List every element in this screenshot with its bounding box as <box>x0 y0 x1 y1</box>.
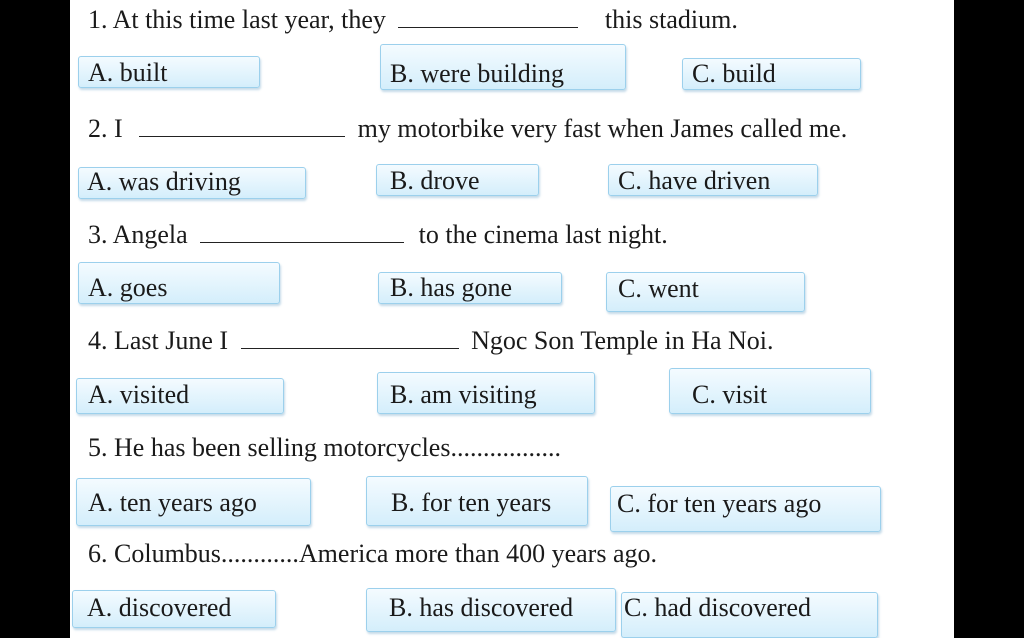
answer-blank <box>241 326 459 349</box>
question-3-stem: 3. Angela <box>88 220 188 249</box>
question-1-stem-end: this stadium. <box>604 5 738 34</box>
question-1 <box>88 4 738 36</box>
option-5c[interactable]: C. for ten years ago <box>610 486 881 532</box>
question-5-stem: 5. He has been selling motorcycles................. <box>88 433 561 462</box>
question-5 <box>88 432 561 464</box>
question-1-stem: 1. At this time last year, they <box>88 5 386 34</box>
option-2a[interactable]: A. was driving <box>78 167 306 199</box>
question-4-stem: 4. Last June I <box>88 326 229 355</box>
option-2c[interactable]: C. have driven <box>608 164 818 196</box>
question-6 <box>88 538 657 570</box>
option-2b[interactable]: B. drove <box>376 164 539 196</box>
option-1a[interactable]: A. built <box>78 56 260 88</box>
question-6-stem: 6. Columbus............America more than 400 years ago. <box>88 539 657 568</box>
option-6b[interactable]: B. has discovered <box>366 588 616 632</box>
option-3b[interactable]: B. has gone <box>378 272 562 304</box>
option-3a[interactable]: A. goes <box>78 262 280 304</box>
answer-blank <box>139 114 345 137</box>
question-2-stem-end: my motorbike very fast when James called me. <box>357 114 848 143</box>
option-1b[interactable]: B. were building <box>380 44 626 90</box>
option-4a[interactable]: A. visited <box>76 378 284 414</box>
answer-blank <box>200 220 404 243</box>
question-3-stem-end: to the cinema last night. <box>418 220 668 249</box>
option-5a[interactable]: A. ten years ago <box>76 478 311 526</box>
option-1c[interactable]: C. build <box>682 58 861 90</box>
worksheet-page <box>70 0 954 638</box>
question-2 <box>88 113 847 145</box>
option-5b[interactable]: B. for ten years <box>366 476 588 526</box>
option-3c[interactable]: C. went <box>606 272 805 312</box>
option-6a[interactable]: A. discovered <box>72 590 276 628</box>
option-4c[interactable]: C. visit <box>669 368 871 414</box>
question-4 <box>88 325 774 357</box>
question-3 <box>88 219 668 251</box>
option-4b[interactable]: B. am visiting <box>377 372 595 414</box>
question-2-stem: 2. I <box>88 114 123 143</box>
option-6c[interactable]: C. had discovered <box>621 592 878 638</box>
answer-blank <box>398 5 578 28</box>
question-4-stem-end: Ngoc Son Temple in Ha Noi. <box>471 326 774 355</box>
